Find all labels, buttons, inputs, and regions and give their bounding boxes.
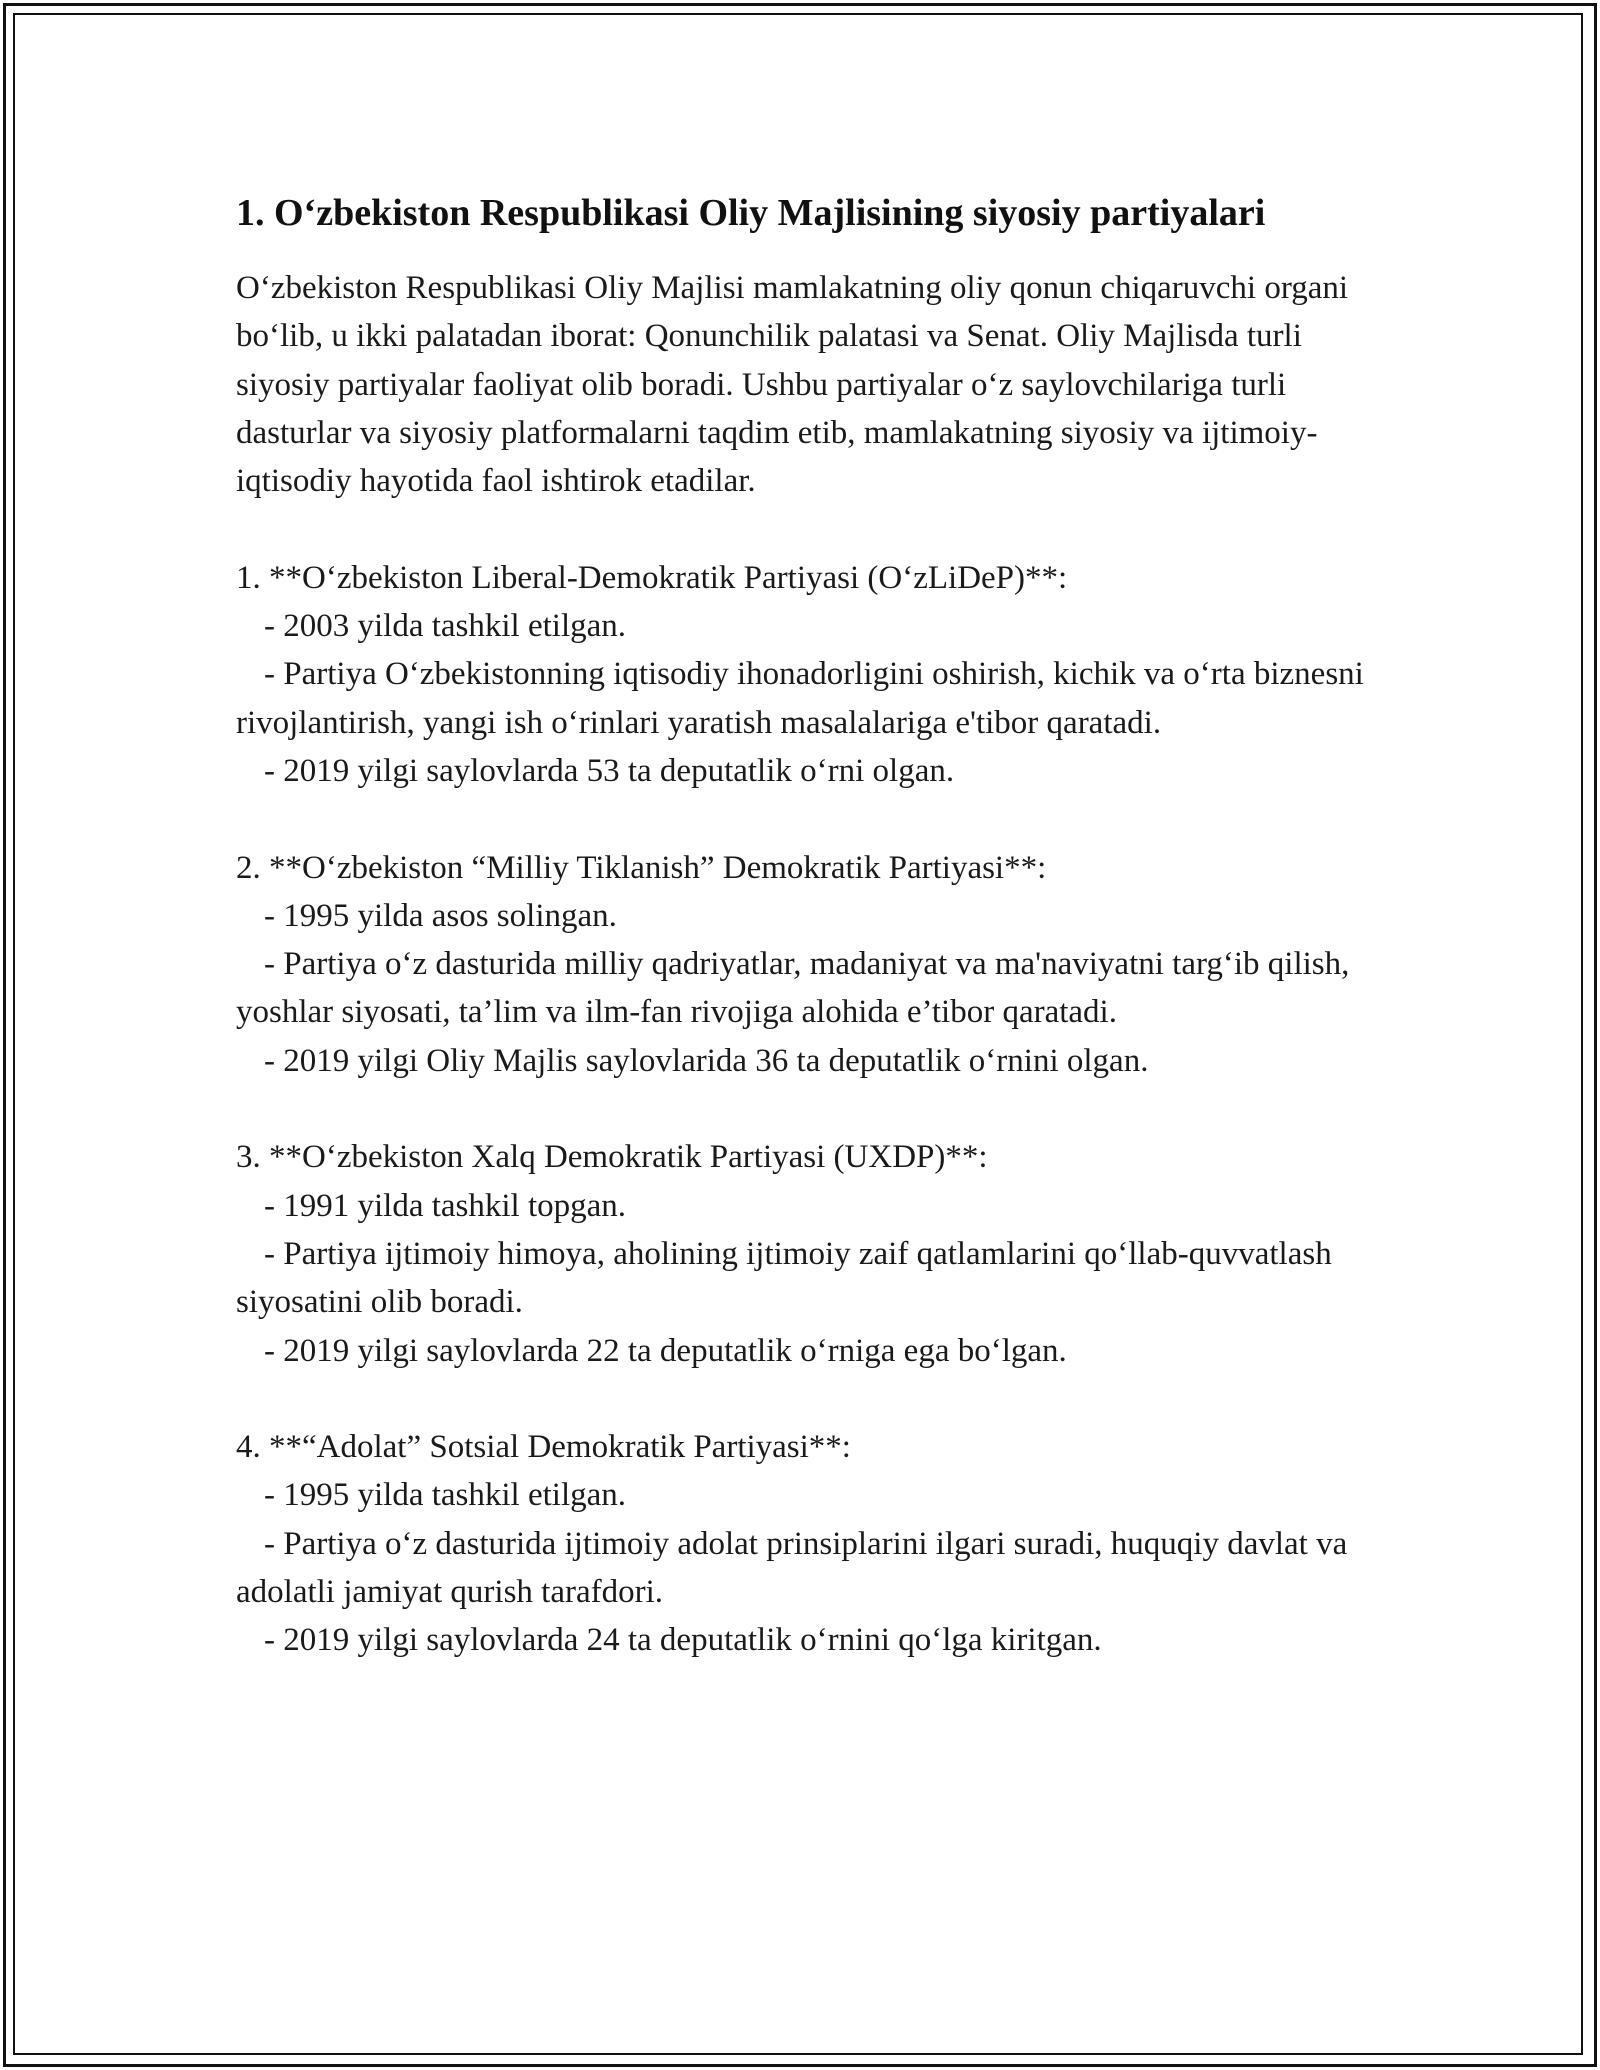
party-seats: - 2019 yilgi saylovlarda 53 ta deputatlik o‘rni olgan. bbox=[264, 752, 955, 789]
party-item bbox=[236, 554, 1366, 795]
party-founded: - 2003 yilda tashkil etilgan. bbox=[264, 608, 627, 645]
party-program: - Partiya o‘z dasturida ijtimoiy adolat prinsiplarini ilgari suradi, huquqiy davlat va adolatli jamiyat qurish tarafdori. bbox=[236, 1525, 1348, 1611]
party-program: - Partiya O‘zbekistonning iqtisodiy ihonadorligini oshirish, kichik va o‘rta biznesni rivojlantirish, yangi ish o‘rinlari yaratish masalalariga e'tibor qaratadi. bbox=[236, 656, 1364, 741]
party-program: - Partiya o‘z dasturida milliy qadriyatlar, madaniyat va ma'naviyatni targ‘ib qilish, yoshlar siyosati, ta’lim va ilm-fan rivojiga alohida e’tibor qaratadi. bbox=[236, 946, 1350, 1031]
party-title: 3. **O‘zbekiston Xalq Demokratik Partiyasi (UXDP)**: bbox=[236, 1139, 988, 1176]
section-heading: 1. O‘zbekiston Respublikasi Oliy Majlisining siyosiy partiyalari bbox=[236, 192, 1266, 234]
party-program: - Partiya ijtimoiy himoya, aholining ijtimoiy zaif qatlamlarini qo‘llab-quvvatlash siyosatini olib boradi. bbox=[236, 1235, 1332, 1321]
party-item bbox=[236, 844, 1366, 1085]
party-seats: - 2019 yilgi Oliy Majlis saylovlarida 36 ta deputatlik o‘rnini olgan. bbox=[264, 1042, 1149, 1079]
party-seats: - 2019 yilgi saylovlarda 22 ta deputatlik o‘rniga ega bo‘lgan. bbox=[264, 1332, 1067, 1369]
party-title: 4. **“Adolat” Sotsial Demokratik Partiyasi**: bbox=[236, 1429, 851, 1466]
party-item bbox=[236, 1133, 1366, 1374]
party-title: 1. **O‘zbekiston Liberal-Demokratik Partiyasi (O‘zLiDeP)**: bbox=[236, 559, 1068, 596]
party-seats: - 2019 yilgi saylovlarda 24 ta deputatlik o‘rnini qo‘lga kiritgan. bbox=[264, 1622, 1102, 1659]
party-founded: - 1991 yilda tashkil topgan. bbox=[264, 1187, 627, 1224]
intro-paragraph: O‘zbekiston Respublikasi Oliy Majlisi mamlakatning oliy qonun chiqaruvchi organi bo‘lib, u ikki palatadan iborat: Qonunchilik palatasi va Senat. Oliy Majlisda turli siyosiy partiyalar faoliyat olib boradi. Ushbu partiyalar o‘z saylovchilariga turli dasturlar va siyosiy platformalarni taqdim etib, mamlakatning siyosiy va ijtimoiy-iqtisodiy hayotida faol ishtirok etadilar. bbox=[236, 270, 1349, 500]
party-title: 2. **O‘zbekiston “Milliy Tiklanish” Demokratik Partiyasi**: bbox=[236, 849, 1047, 886]
document-body bbox=[236, 186, 1366, 1665]
party-item bbox=[236, 1423, 1366, 1664]
party-founded: - 1995 yilda tashkil etilgan. bbox=[264, 1477, 627, 1514]
party-founded: - 1995 yilda asos solingan. bbox=[264, 897, 617, 934]
